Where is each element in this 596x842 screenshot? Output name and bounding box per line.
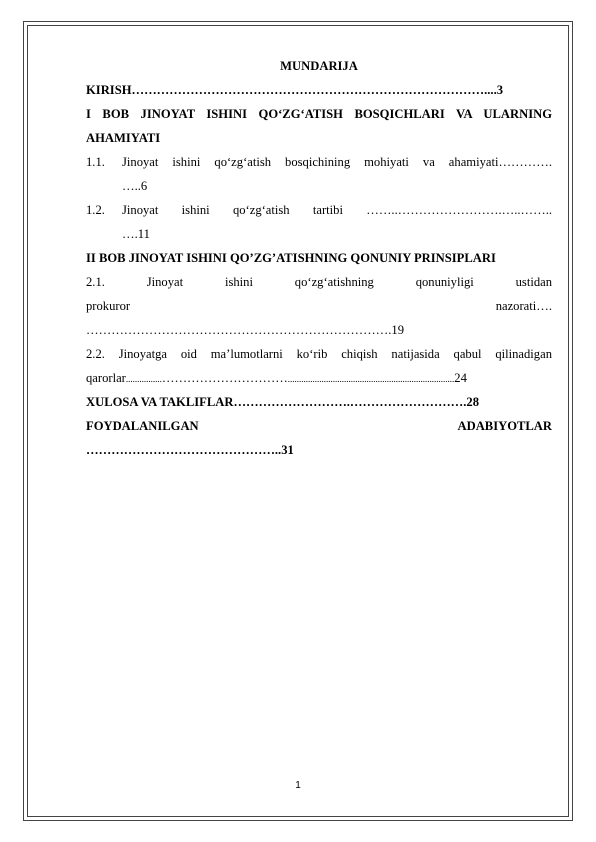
toc-entry-page: ……………………………………………………………….19 bbox=[86, 323, 404, 337]
toc-leader-dots: ................ bbox=[125, 374, 162, 384]
toc-entry-2-1[interactable] bbox=[86, 270, 552, 342]
toc-entry-page: ….11 bbox=[122, 227, 150, 241]
toc-entry-page: …..6 bbox=[122, 179, 148, 193]
toc-entry-text: Jinoyat ishini qo‘zg‘atish bosqichining mohiyati va ahamiyati…………. bbox=[122, 155, 552, 169]
toc-entry-text-cont: prokuror nazorati…. bbox=[86, 299, 552, 313]
toc-leader-dots: ………………………… bbox=[161, 371, 288, 385]
toc-entry-page: 24 bbox=[454, 371, 467, 385]
toc-entry-word: qarorlar bbox=[86, 371, 126, 385]
page-number: 1 bbox=[295, 780, 301, 791]
toc-chapter-1-title-cont[interactable]: AHAMIYATI bbox=[86, 131, 161, 145]
toc-entry-text: 2.1. Jinoyat ishini qo‘zg‘atishning qonuniyligi ustidan bbox=[86, 275, 552, 289]
toc-entry-kirish[interactable]: KIRISH…………………………………………………………………………....3 bbox=[86, 83, 504, 97]
toc-entry-number: 1.2. bbox=[86, 203, 105, 217]
toc-entry-text-cont bbox=[86, 366, 552, 390]
toc-entry-text: FOYDALANILGAN ADABIYOTLAR bbox=[86, 419, 552, 433]
toc-entry-text: Jinoyat ishini qo‘zg‘atish tartibi ……..…………………….…..…….. bbox=[122, 203, 552, 217]
toc-entry-number: 1.1. bbox=[86, 155, 105, 169]
toc-entry-page: ………………………………………..31 bbox=[86, 443, 294, 457]
toc-entry-foydalanilgan[interactable] bbox=[86, 414, 552, 462]
toc-title: MUNDARIJA bbox=[280, 59, 358, 73]
table-of-contents bbox=[86, 54, 552, 462]
toc-entry-2-2[interactable] bbox=[86, 342, 552, 390]
toc-entry-xulosa[interactable]: XULOSA VA TAKLIFLAR……………………….……………………….28 bbox=[86, 395, 480, 409]
toc-entry-1-1[interactable] bbox=[86, 150, 552, 198]
toc-chapter-1-title[interactable]: I BOB JINOYAT ISHINI QO‘ZG‘ATISH BOSQICHLARI VA ULARNING bbox=[86, 107, 552, 121]
toc-chapter-2-title[interactable]: II BOB JINOYAT ISHINI QO’ZG’ATISHNING QONUNIY PRINSIPLARI bbox=[86, 251, 496, 265]
toc-leader-dots: .......................................................................... bbox=[287, 374, 455, 384]
toc-entry-1-2[interactable] bbox=[86, 198, 552, 246]
toc-entry-text: 2.2. Jinoyatga oid ma’lumotlarni ko‘rib chiqish natijasida qabul qilinadigan bbox=[86, 347, 552, 361]
